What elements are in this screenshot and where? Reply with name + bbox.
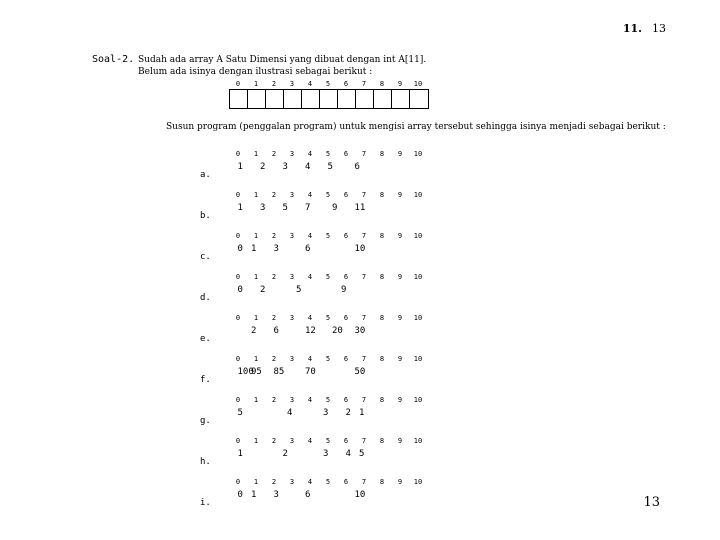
array-value: 85 — [273, 367, 285, 377]
index-label: 7 — [361, 191, 367, 199]
soal-label: Soal-2. — [92, 54, 135, 65]
index-label: 10 — [413, 273, 423, 281]
index-label: 1 — [253, 273, 259, 281]
array-value: 1 — [251, 244, 257, 254]
index-label: 1 — [253, 314, 259, 322]
array-value: 4 — [305, 162, 311, 172]
index-label: 7 — [361, 80, 367, 88]
index-label: 8 — [379, 80, 385, 88]
index-label: 6 — [343, 150, 349, 158]
array-value: 9 — [332, 203, 338, 213]
index-label: 2 — [271, 355, 277, 363]
index-label: 7 — [361, 437, 367, 445]
row-label: d. — [200, 293, 211, 303]
array-cell — [392, 90, 410, 108]
page-header — [623, 22, 666, 35]
index-label: 3 — [289, 80, 295, 88]
array-value: 0 — [237, 285, 243, 295]
array-value: 6 — [273, 326, 279, 336]
array-value: 5 — [296, 285, 302, 295]
description-line-2: Belum ada isinya dengan ilustrasi sebagai berikut : — [138, 67, 373, 77]
row-values — [229, 490, 499, 502]
array-value: 10 — [354, 490, 366, 500]
row-label: h. — [200, 457, 211, 467]
index-label: 4 — [307, 150, 313, 158]
array-value: 2 — [345, 408, 351, 418]
index-label: 8 — [379, 191, 385, 199]
index-label: 6 — [343, 396, 349, 404]
row-indices — [229, 355, 499, 365]
row-label: a. — [200, 170, 211, 180]
array-cell — [302, 90, 320, 108]
index-label: 9 — [397, 191, 403, 199]
index-label: 7 — [361, 396, 367, 404]
array-value: 1 — [251, 490, 257, 500]
index-label: 7 — [361, 273, 367, 281]
index-label: 10 — [413, 355, 423, 363]
index-label: 8 — [379, 396, 385, 404]
row-values — [229, 162, 499, 174]
array-value: 3 — [260, 203, 266, 213]
array-value: 5 — [327, 162, 333, 172]
index-label: 9 — [397, 314, 403, 322]
row-indices — [229, 273, 499, 283]
index-label: 5 — [325, 191, 331, 199]
index-label: 9 — [397, 478, 403, 486]
index-label: 8 — [379, 273, 385, 281]
index-label: 9 — [397, 232, 403, 240]
index-label: 6 — [343, 80, 349, 88]
array-value: 1 — [237, 449, 243, 459]
index-label: 0 — [235, 273, 241, 281]
index-label: 0 — [235, 478, 241, 486]
row-values — [229, 408, 499, 420]
row-label: i. — [200, 498, 211, 508]
index-label: 6 — [343, 273, 349, 281]
array-value: 10 — [354, 244, 366, 254]
index-label: 4 — [307, 273, 313, 281]
index-label: 4 — [307, 437, 313, 445]
index-label: 0 — [235, 437, 241, 445]
array-value: 1 — [237, 162, 243, 172]
index-label: 10 — [413, 437, 423, 445]
array-value: 1 — [359, 408, 365, 418]
row-indices — [229, 232, 499, 242]
index-label: 5 — [325, 478, 331, 486]
index-label: 2 — [271, 232, 277, 240]
row-values — [229, 244, 499, 256]
index-label: 3 — [289, 150, 295, 158]
array-value: 70 — [305, 367, 316, 377]
array-value: 6 — [354, 162, 360, 172]
empty-array — [229, 89, 429, 109]
array-cell — [320, 90, 338, 108]
array-value: 20 — [332, 326, 343, 336]
index-label: 8 — [379, 232, 385, 240]
array-value: 3 — [323, 449, 329, 459]
index-label: 2 — [271, 150, 277, 158]
index-label: 10 — [413, 314, 423, 322]
index-label: 9 — [397, 273, 403, 281]
index-label: 3 — [289, 314, 295, 322]
slide-number: 13 — [652, 22, 666, 35]
index-label: 0 — [235, 355, 241, 363]
array-value: 100 — [237, 367, 254, 377]
row-indices — [229, 191, 499, 201]
array-value: 9 — [341, 285, 347, 295]
array-value: 11 — [354, 203, 366, 213]
index-label: 1 — [253, 437, 259, 445]
array-value: 2 — [260, 285, 266, 295]
index-label: 10 — [413, 232, 423, 240]
index-label: 2 — [271, 478, 277, 486]
index-label: 10 — [413, 191, 423, 199]
array-cell — [356, 90, 374, 108]
array-value: 7 — [305, 203, 311, 213]
index-label: 0 — [235, 232, 241, 240]
index-label: 2 — [271, 80, 277, 88]
row-indices — [229, 396, 499, 406]
index-label: 2 — [271, 437, 277, 445]
index-label: 3 — [289, 273, 295, 281]
index-label: 9 — [397, 437, 403, 445]
array-cell — [410, 90, 428, 108]
row-values — [229, 367, 499, 379]
index-label: 3 — [289, 396, 295, 404]
array-cell — [338, 90, 356, 108]
array-cell — [284, 90, 302, 108]
index-label: 5 — [325, 150, 331, 158]
index-label: 4 — [307, 80, 313, 88]
index-label: 0 — [235, 314, 241, 322]
array-value: 50 — [354, 367, 366, 377]
array-value: 3 — [273, 244, 279, 254]
index-label: 1 — [253, 191, 259, 199]
array-value: 5 — [282, 203, 288, 213]
index-label: 4 — [307, 314, 313, 322]
index-label: 5 — [325, 80, 331, 88]
index-label: 3 — [289, 478, 295, 486]
index-label: 8 — [379, 314, 385, 322]
index-label: 1 — [253, 232, 259, 240]
row-label: b. — [200, 211, 211, 221]
row-label: g. — [200, 416, 211, 426]
index-label: 7 — [361, 150, 367, 158]
array-value: 95 — [251, 367, 262, 377]
array-cell — [230, 90, 248, 108]
index-label: 5 — [325, 437, 331, 445]
index-label: 2 — [271, 191, 277, 199]
index-label: 8 — [379, 437, 385, 445]
array-value: 3 — [273, 490, 279, 500]
index-label: 8 — [379, 355, 385, 363]
index-label: 2 — [271, 396, 277, 404]
row-label: c. — [200, 252, 211, 262]
description-line-1: Sudah ada array A Satu Dimensi yang dibuat dengan int A[11]. — [138, 55, 427, 65]
index-label: 6 — [343, 191, 349, 199]
index-label: 7 — [361, 232, 367, 240]
array-value: 5 — [359, 449, 365, 459]
index-label: 9 — [397, 396, 403, 404]
array-value: 6 — [305, 490, 311, 500]
index-label: 1 — [253, 150, 259, 158]
row-values — [229, 285, 499, 297]
index-label: 2 — [271, 314, 277, 322]
index-label: 4 — [307, 355, 313, 363]
index-label: 9 — [397, 80, 403, 88]
index-label: 7 — [361, 314, 367, 322]
index-label: 3 — [289, 191, 295, 199]
row-indices — [229, 314, 499, 324]
row-values — [229, 203, 499, 215]
index-label: 2 — [271, 273, 277, 281]
index-label: 5 — [325, 273, 331, 281]
array-value: 12 — [305, 326, 316, 336]
index-label: 0 — [235, 150, 241, 158]
index-label: 7 — [361, 478, 367, 486]
index-label: 9 — [397, 355, 403, 363]
array-value: 4 — [345, 449, 351, 459]
index-label: 4 — [307, 396, 313, 404]
index-label: 4 — [307, 232, 313, 240]
index-label: 5 — [325, 355, 331, 363]
page-number: 13 — [643, 495, 660, 510]
row-values — [229, 449, 499, 461]
row-indices — [229, 150, 499, 160]
index-label: 1 — [253, 478, 259, 486]
row-indices — [229, 437, 499, 447]
index-label: 10 — [413, 150, 423, 158]
array-value: 1 — [237, 203, 243, 213]
array-value: 6 — [305, 244, 311, 254]
index-label: 8 — [379, 478, 385, 486]
index-label: 1 — [253, 80, 259, 88]
array-value: 3 — [323, 408, 329, 418]
array-value: 2 — [282, 449, 288, 459]
array-value: 30 — [354, 326, 366, 336]
row-indices — [229, 478, 499, 488]
array-cell — [266, 90, 284, 108]
index-label: 10 — [413, 478, 423, 486]
index-label: 3 — [289, 232, 295, 240]
index-label: 4 — [307, 191, 313, 199]
index-label: 9 — [397, 150, 403, 158]
index-label: 8 — [379, 150, 385, 158]
row-label: f. — [200, 375, 211, 385]
index-label: 1 — [253, 396, 259, 404]
index-label: 7 — [361, 355, 367, 363]
index-label: 0 — [235, 396, 241, 404]
array-cell — [374, 90, 392, 108]
index-label: 0 — [235, 191, 241, 199]
index-label: 3 — [289, 355, 295, 363]
array-value: 2 — [251, 326, 257, 336]
index-label: 10 — [413, 80, 423, 88]
index-label: 10 — [413, 396, 423, 404]
index-label: 3 — [289, 437, 295, 445]
array-value: 2 — [260, 162, 266, 172]
array-value: 5 — [237, 408, 243, 418]
row-label: e. — [200, 334, 211, 344]
array-value: 3 — [282, 162, 288, 172]
index-label: 5 — [325, 314, 331, 322]
section-number: 11. — [622, 22, 642, 35]
index-label: 0 — [235, 80, 241, 88]
array-cell — [248, 90, 266, 108]
index-label: 4 — [307, 478, 313, 486]
index-label: 6 — [343, 314, 349, 322]
index-label: 5 — [325, 396, 331, 404]
index-label: 6 — [343, 355, 349, 363]
index-label: 6 — [343, 232, 349, 240]
instruction-text: Susun program (penggalan program) untuk mengisi array tersebut sehingga isinya menjadi sebagai berikut : — [166, 122, 666, 132]
array-value: 0 — [237, 490, 243, 500]
index-label: 6 — [343, 437, 349, 445]
index-label: 5 — [325, 232, 331, 240]
row-values — [229, 326, 499, 338]
array-value: 4 — [287, 408, 293, 418]
index-label: 6 — [343, 478, 349, 486]
array-value: 0 — [237, 244, 243, 254]
index-label: 1 — [253, 355, 259, 363]
